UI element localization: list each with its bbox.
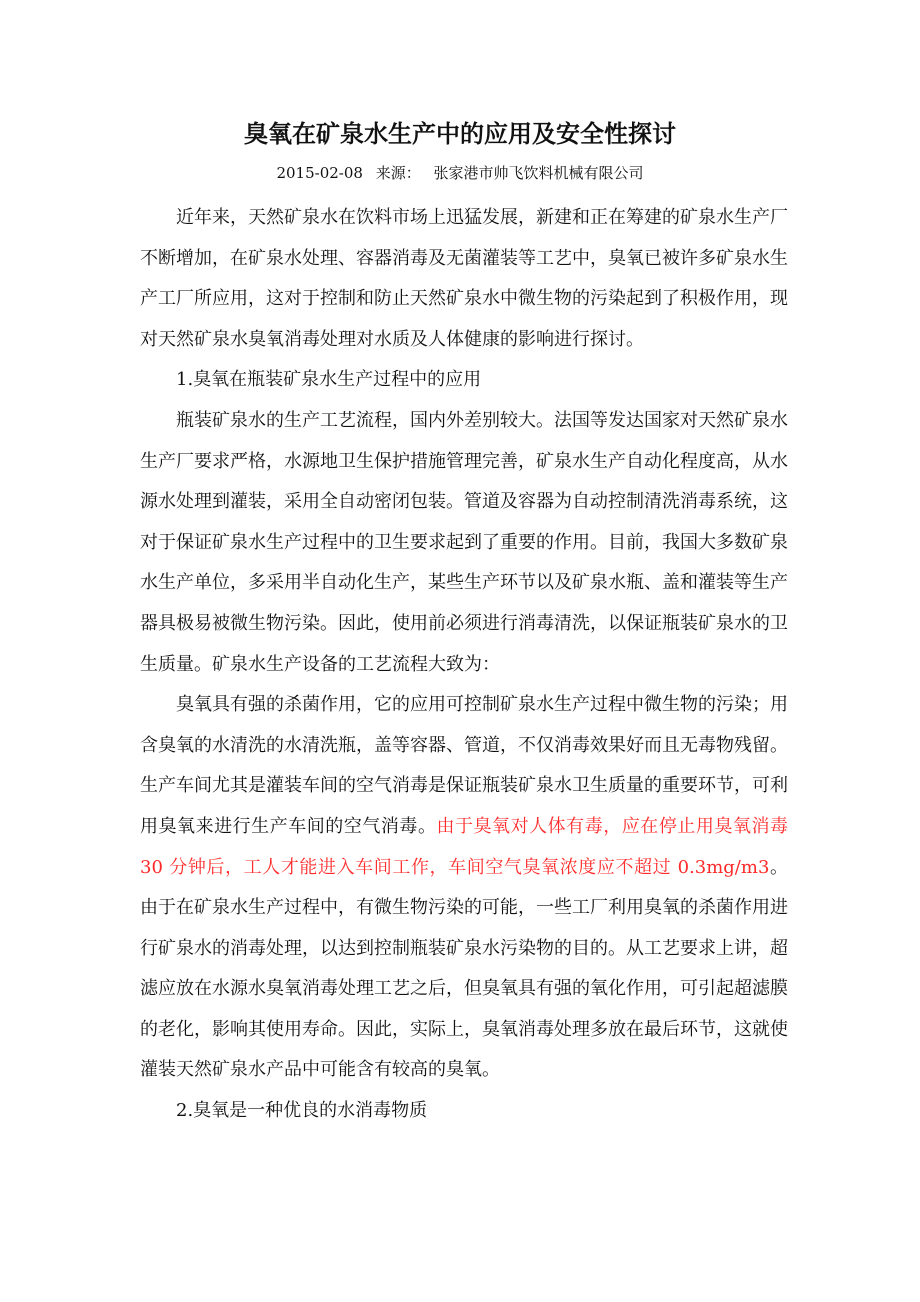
publish-date: 2015-02-08 [276,164,363,182]
paragraph-ozone-usage [140,685,788,1091]
section-heading-2: 2.臭氧是一种优良的水消毒物质 [176,1100,428,1122]
document-meta [0,161,920,185]
document-body [140,198,788,1132]
source-label: 来源： [375,164,421,182]
p4-text-before: 臭氧具有强的杀菌作用，它的应用可控制矿泉水生产过程中微生物的污染；用含臭氧的水清洗的水清洗瓶，盖等容器、管道，不仅消毒效果好而且无毒物残留。生产车间尤其是灌装车间的空气消毒是保证瓶装矿泉水卫生质量的重要环节，可利用臭氧来进行生产车间的空气消毒。 [140,694,788,837]
highlight-warning: 由于臭氧对人体有毒，应在停止用臭氧消毒 30 分钟后，工人才能进入车间工作，车间空气臭氧浓度应不超过 0.3mg/m3 [140,815,788,878]
paragraph-process: 瓶装矿泉水的生产工艺流程，国内外差别较大。法国等发达国家对天然矿泉水生产厂要求严格，水源地卫生保护措施管理完善，矿泉水生产自动化程度高，从水源水处理到灌装，采用全自动密闭包装。管道及容器为自动控制清洗消毒系统，这对于保证矿泉水生产过程中的卫生要求起到了重要的作用。目前，我国大多数矿泉水生产单位，多采用半自动化生产，某些生产环节以及矿泉水瓶、盖和灌装等生产器具极易被微生物污染。因此，使用前必须进行消毒清洗，以保证瓶装矿泉水的卫生质量。矿泉水生产设备的工艺流程大致为： [140,409,788,675]
document-title: 臭氧在矿泉水生产中的应用及安全性探讨 [244,119,676,148]
paragraph-intro: 近年来，天然矿泉水在饮料市场上迅猛发展，新建和正在筹建的矿泉水生产厂不断增加，在矿泉水处理、容器消毒及无菌灌装等工艺中，臭氧已被许多矿泉水生产工厂所应用，这对于控制和防止天然矿泉水中微生物的污染起到了积极作用，现对天然矿泉水臭氧消毒处理对水质及人体健康的影响进行探讨。 [140,207,788,350]
source-name: 张家港市帅飞饮料机械有限公司 [433,164,644,182]
section-heading-1: 1.臭氧在瓶装矿泉水生产过程中的应用 [176,369,482,391]
p4-text-after: 。由于在矿泉水生产过程中，有微生物污染的可能，一些工厂利用臭氧的杀菌作用进行矿泉水的消毒处理，以达到控制瓶装矿泉水污染物的目的。从工艺要求上讲，超滤应放在水源水臭氧消毒处理工艺之后，但臭氧具有强的氧化作用，可引起超滤膜的老化，影响其使用寿命。因此，实际上，臭氧消毒处理多放在最后环节，这就使灌装天然矿泉水产品中可能含有较高的臭氧。 [140,856,789,1081]
